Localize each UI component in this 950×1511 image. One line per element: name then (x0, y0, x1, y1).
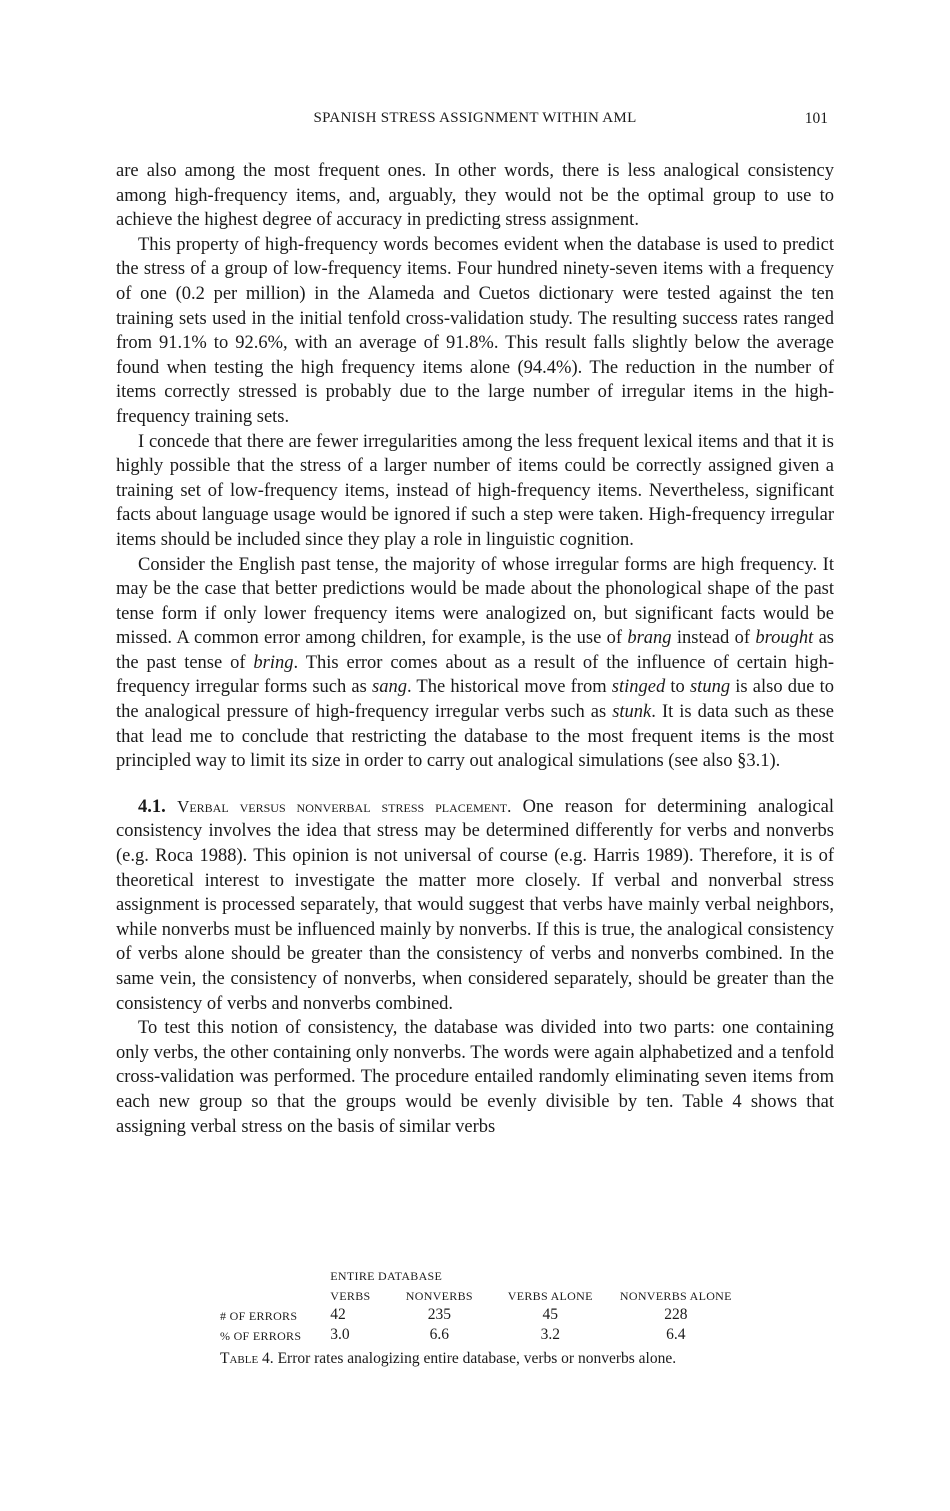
table-col-header: NONVERBS ALONE (619, 1289, 732, 1303)
word-stunk: stunk (612, 702, 652, 723)
table-row-label: # OF ERRORS (220, 1309, 298, 1323)
table-4-grid (220, 1264, 740, 1344)
table-cell: 235 (427, 1306, 451, 1323)
paragraph-1: are also among the most frequent ones. In other words, there is less analogical consistency among high-frequency items, and, arguably, they would not be the optimal group to use to achieve the highest degree of accuracy in predicting stress assignment. (116, 161, 834, 231)
paragraph-4 (116, 553, 834, 774)
section-text: One reason for determining analogical consistency involves the idea that stress may be determined differently for verbs and nonverbs (e.g. Roca 1988). This opinion is not universal of course (e.g. Harris 1989). Therefore, it is of theoretical interest to investigate the matter more closely. If verbal and nonverbal stress assignment is processed separately, that would suggest that verbs have mainly verbal neighbors, while nonverbs must be influenced mainly by nonverbs. If this is true, the analogical consistency of verbs alone should be greater than the consistency of verbs and nonverbs combined. In the same vein, the consistency of nonverbs, when considered separately, should be greater than the consistency of verbs and nonverbs combined. (116, 796, 834, 1014)
table-caption (220, 1350, 740, 1368)
p4-text-2: instead of (671, 628, 756, 649)
page-number: 101 (804, 110, 828, 127)
table-col-header: VERBS ALONE (507, 1289, 593, 1303)
table-col-header: NONVERBS (405, 1289, 473, 1303)
table-row-label: % OF ERRORS (220, 1329, 302, 1343)
p4-text-3: as the past tense of (116, 628, 834, 673)
table-cell: 3.0 (330, 1326, 350, 1343)
p4-text-8: . It is data such as these that lead me to conclude that restricting the database to the most frequent items is the most principled way to limit its size in order to carry out analogical simulations (see also §3.1). (116, 702, 834, 772)
table-group-row (220, 1264, 740, 1284)
word-stinged: stinged (611, 677, 666, 698)
word-stung: stung (689, 677, 731, 698)
p4-text-7: is also due to the analogical pressure of high-frequency irregular verbs such as (116, 677, 835, 723)
section-4-1-paragraph (116, 795, 834, 1016)
word-sang: sang (372, 677, 407, 698)
table-cell: 3.2 (540, 1326, 560, 1343)
table-row (220, 1304, 740, 1324)
word-brang: brang (627, 628, 672, 649)
table-col-header: VERBS (330, 1289, 371, 1303)
table-cell: 45 (542, 1306, 559, 1323)
section-number: 4.1. (138, 796, 166, 817)
table-header-row (220, 1284, 740, 1304)
running-title: SPANISH STRESS ASSIGNMENT WITHIN AML (313, 110, 637, 126)
table-row (220, 1324, 740, 1344)
section-heading: Verbal versus nonverbal stress placement. (177, 796, 512, 816)
running-head (0, 110, 950, 134)
table-4 (220, 1264, 740, 1368)
word-bring: bring (253, 652, 294, 673)
table-cell: 6.4 (666, 1326, 686, 1343)
table-caption-label: Table 4. (220, 1350, 274, 1367)
table-group-header: ENTIRE DATABASE (330, 1269, 443, 1283)
p4-text-5: . The historical move from (406, 677, 612, 698)
p4-text-1: Consider the English past tense, the majority of whose irregular forms are high frequency. It may be the case that better predictions would be made about the phonological shape of the past tense form if only lower frequency items were analogized on, but significant facts would be missed. A common error among children, for example, is the use of (116, 554, 834, 649)
table-cell: 6.6 (429, 1326, 449, 1343)
word-brought: brought (755, 628, 814, 649)
table-cell: 42 (330, 1306, 346, 1323)
paragraph-6: To test this notion of consistency, the database was divided into two parts: one containing only verbs, the other containing only nonverbs. The words were again alphabetized and a tenfold cross-validation was performed. The procedure entailed randomly eliminating seven items from each new group so that the groups would be evenly divisible by ten. Table 4 shows that assigning verbal stress on the basis of similar verbs (116, 1018, 834, 1137)
paragraph-2: This property of high-frequency words becomes evident when the database is used to predict the stress of a group of low-frequency items. Four hundred ninety-seven items with a frequency of one (0.2 per million) in the Alameda and Cuetos dictionary were tested against the ten training sets used in the initial tenfold cross-validation study. The resulting success rates ranged from 91.1% to 92.6%, with an average of 91.8%. This result falls slightly below the average found when testing the high frequency items alone (94.4%). The reduction in the number of items correctly stressed is probably due to the large number of irregular items in the high-frequency training sets. (116, 234, 834, 427)
paragraph-3: I concede that there are fewer irregularities among the less frequent lexical items and that it is highly possible that the stress of a larger number of items could be correctly assigned given a training set of low-frequency items, instead of high-frequency items. Nevertheless, significant facts about language usage would be ignored if such a step were taken. High-frequency irregular items should be included since they play a role in linguistic cognition. (116, 431, 834, 550)
p4-text-4: . This error comes about as a result of the influence of certain high-frequency irregular forms such as (116, 652, 834, 698)
table-caption-text: Error rates analogizing entire database, verbs or nonverbs alone. (273, 1350, 677, 1367)
body-text (116, 159, 834, 1139)
table-cell: 228 (664, 1306, 688, 1323)
p4-text-6: to (665, 677, 690, 698)
